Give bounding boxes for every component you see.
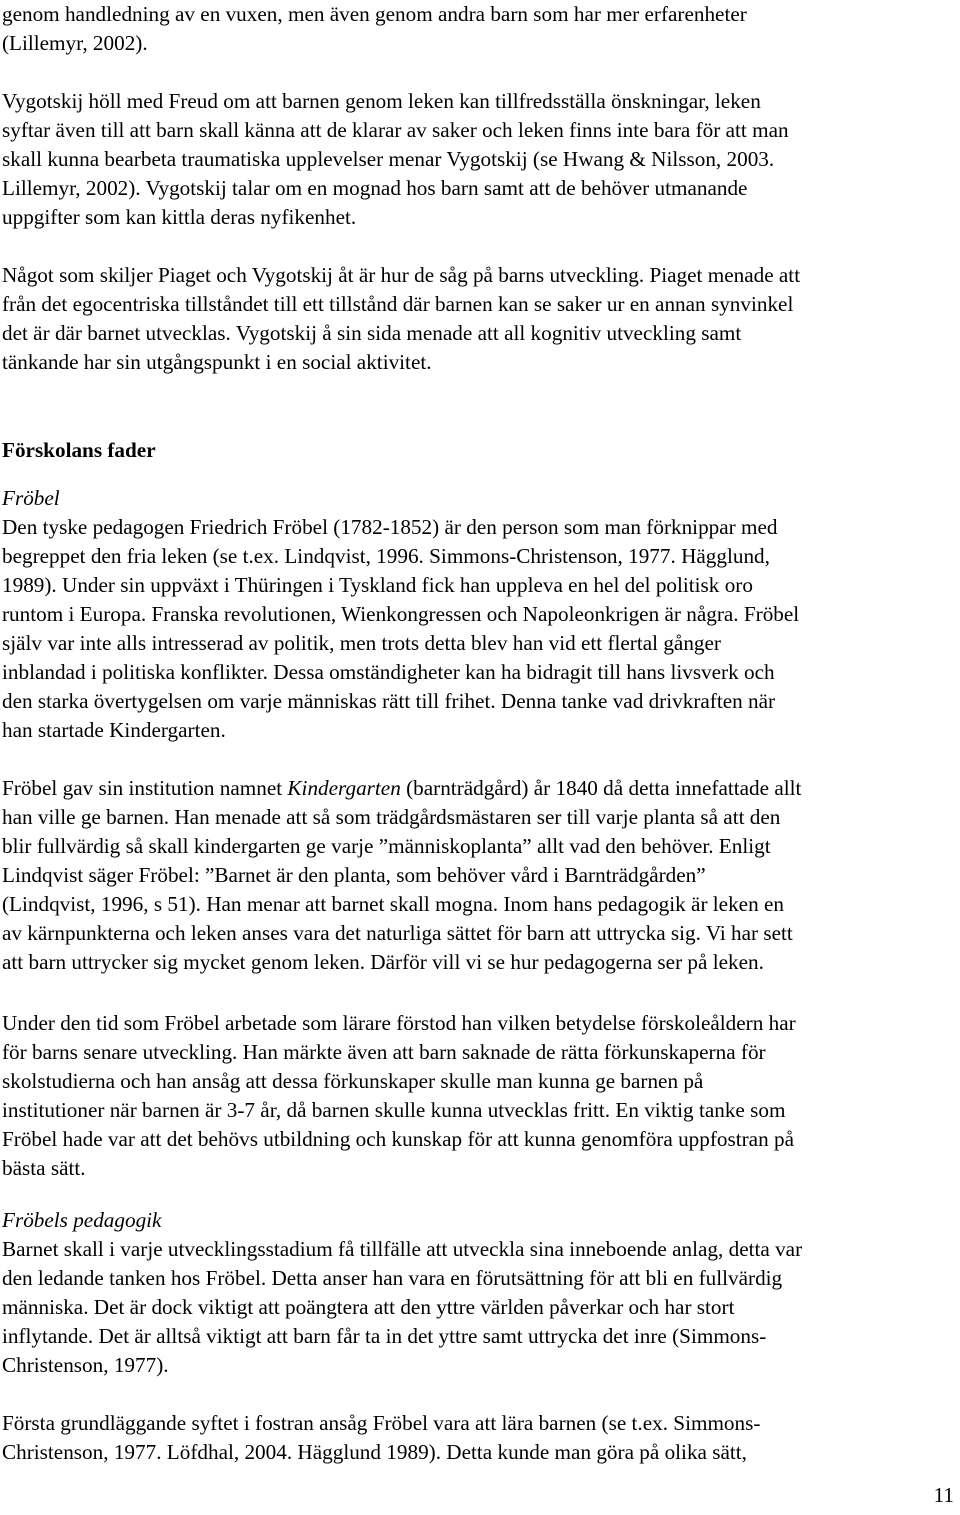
- text-line: av kärnpunkterna och leken anses vara det naturliga sättet för barn att uttrycka sig. Vi har sett: [2, 921, 793, 945]
- text-line: uppgifter som kan kittla deras nyfikenhet.: [2, 205, 357, 229]
- text-line: den ledande tanken hos Fröbel. Detta anser han vara en förutsättning för att bli en fullvärdig: [2, 1266, 783, 1290]
- text-line: Lindqvist säger Fröbel: ”Barnet är den planta, som behöver vård i Barnträdgården”: [2, 863, 706, 887]
- subsection-heading: Fröbels pedagogik: [2, 1208, 162, 1232]
- text-line: Barnet skall i varje utvecklingsstadium få tillfälle att utveckla sina inneboende anlag, detta var: [2, 1237, 803, 1261]
- text-line: från det egocentriska tillståndet till ett tillstånd där barnen kan se saker ur en annan synvinkel: [2, 292, 794, 316]
- text-line: inflytande. Det är alltså viktigt att barn får ta in det yttre samt uttrycka det inre (Simmons-: [2, 1324, 767, 1348]
- text-line: Vygotskij höll med Freud om att barnen genom leken kan tillfredsställa önskningar, leken: [2, 89, 761, 113]
- text-line: Fröbel hade var att det behövs utbildning och kunskap för att kunna genomföra uppfostran på: [2, 1127, 794, 1151]
- text-line: genom handledning av en vuxen, men även genom andra barn som har mer erfarenheter: [2, 2, 747, 26]
- text-line: han ville ge barnen. Han menade att så som trädgårdsmästaren ser till varje planta så att den: [2, 805, 781, 829]
- text-line: syftar även till att barn skall känna att de klarar av saker och leken finns inte bara för att man: [2, 118, 789, 142]
- text-line: Christenson, 1977. Löfdhal, 2004. Hägglund 1989). Detta kunde man göra på olika sätt,: [2, 1440, 747, 1464]
- text-line: (Lindqvist, 1996, s 51). Han menar att barnet skall mogna. Inom hans pedagogik är leken en: [2, 892, 784, 916]
- text-line: bästa sätt.: [2, 1156, 86, 1180]
- text-line: (Lillemyr, 2002).: [2, 31, 148, 55]
- text-line: för barns senare utveckling. Han märkte även att barn saknade de rätta förkunskaperna för: [2, 1040, 766, 1064]
- text-line: inblandad i politiska konflikter. Dessa omständigheter kan ha bidragit till hans livsverk och: [2, 660, 775, 684]
- italic-term: Kindergarten: [287, 776, 401, 800]
- text-line: Första grundläggande syftet i fostran ansåg Fröbel vara att lära barnen (se t.ex. Simmons-: [2, 1411, 761, 1435]
- text-line: [2, 774, 801, 802]
- text-line: Något som skiljer Piaget och Vygotskij åt är hur de såg på barns utveckling. Piaget menade att: [2, 263, 801, 287]
- text-line: runtom i Europa. Franska revolutionen, Wienkongressen och Napoleonkrigen är några. Fröbel: [2, 602, 800, 626]
- text-line: själv var inte alls intresserad av politik, men trots detta blev han vid ett flertal gånger: [2, 631, 721, 655]
- text-line: att barn uttrycker sig mycket genom leken. Därför vill vi se hur pedagogerna ser på leken.: [2, 950, 764, 974]
- text-line: Den tyske pedagogen Friedrich Fröbel (1782-1852) är den person som man förknippar med: [2, 515, 778, 539]
- text-line: den starka övertygelsen om varje människas rätt till frihet. Denna tanke vad drivkraften när: [2, 689, 776, 713]
- text-line: 1989). Under sin uppväxt i Thüringen i Tyskland fick han uppleva en hel del politisk oro: [2, 573, 753, 597]
- text-line: människa. Det är dock viktigt att poängtera att den yttre världen påverkar och har stort: [2, 1295, 735, 1319]
- page-number: 11: [933, 1483, 954, 1507]
- text-line: begreppet den fria leken (se t.ex. Lindqvist, 1996. Simmons-Christenson, 1977. Hägglund,: [2, 544, 770, 568]
- text-line: han startade Kindergarten.: [2, 718, 226, 742]
- text-line: Lillemyr, 2002). Vygotskij talar om en mognad hos barn samt att de behöver utmanande: [2, 176, 748, 200]
- text-run: Fröbel gav sin institution namnet: [2, 776, 288, 800]
- text-line: tänkande har sin utgångspunkt i en social aktivitet.: [2, 350, 432, 374]
- text-run: (barnträdgård) år 1840 då detta innefattade allt: [400, 776, 802, 800]
- text-line: institutioner när barnen är 3-7 år, då barnen skulle kunna utvecklas fritt. En viktig tanke som: [2, 1098, 786, 1122]
- text-line: blir fullvärdig så skall kindergarten ge varje ”människoplanta” allt vad den behöver. Enligt: [2, 834, 771, 858]
- text-line: skolstudierna och han ansåg att dessa förkunskaper skulle man kunna ge barnen på: [2, 1069, 704, 1093]
- text-line: Under den tid som Fröbel arbetade som lärare förstod han vilken betydelse förskoleåldern har: [2, 1011, 796, 1035]
- subsection-heading: Fröbel: [2, 486, 60, 510]
- section-heading: Förskolans fader: [2, 438, 156, 462]
- text-line: det är där barnet utvecklas. Vygotskij å sin sida menade att all kognitiv utveckling samt: [2, 321, 742, 345]
- text-line: Christenson, 1977).: [2, 1353, 169, 1377]
- text-line: skall kunna bearbeta traumatiska upplevelser menar Vygotskij (se Hwang & Nilsson, 2003.: [2, 147, 775, 171]
